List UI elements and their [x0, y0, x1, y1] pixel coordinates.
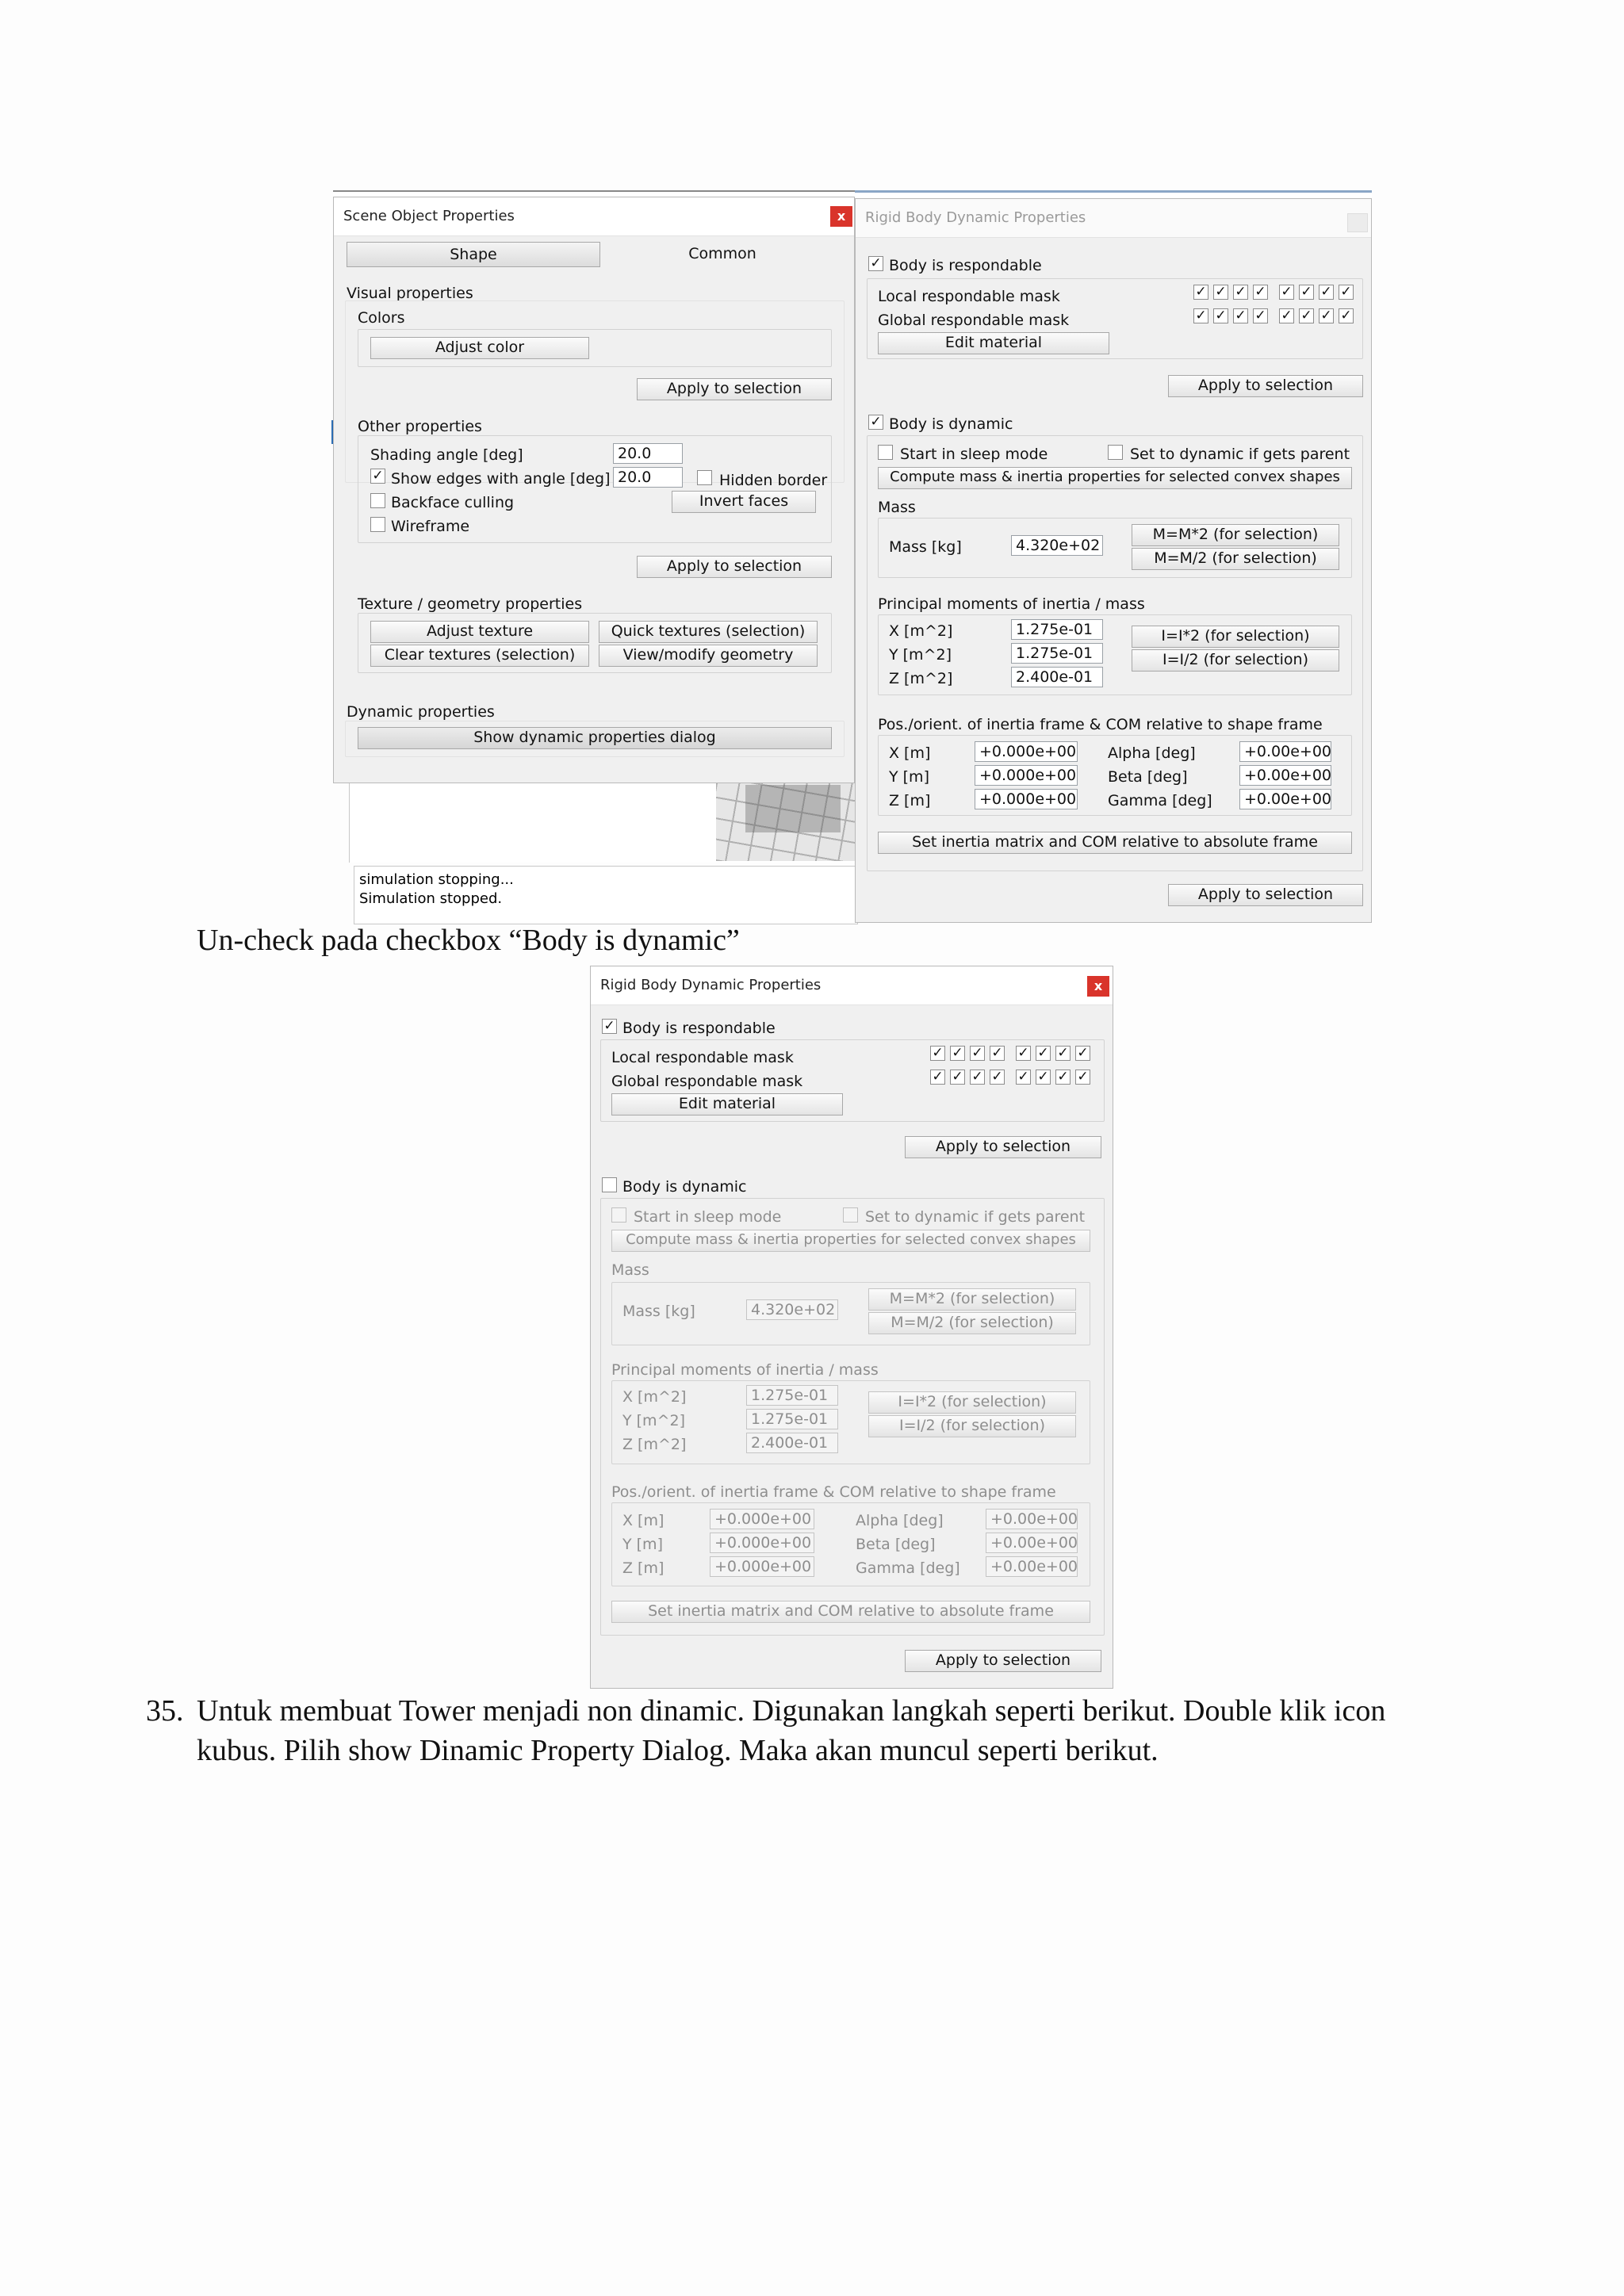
body-respondable-label: Body is respondable [889, 257, 1042, 274]
window-titlebar [334, 197, 854, 236]
pos-z-label: Z [m] [889, 792, 931, 809]
backface-culling-checkbox[interactable] [370, 493, 385, 508]
body-dynamic-checkbox[interactable] [868, 415, 883, 430]
mask-bit-checkbox[interactable] [1279, 285, 1294, 300]
show-edges-label: Show edges with angle [deg] [391, 470, 611, 488]
checkmark-icon: ✓ [952, 1069, 963, 1085]
gamma-label: Gamma [deg] [856, 1559, 960, 1577]
inertia-z-input: 2.400e-01 [746, 1433, 838, 1453]
checkmark-icon: ✓ [1340, 308, 1352, 323]
pos-x-input[interactable]: +0.000e+00 [975, 741, 1078, 762]
texture-geometry-heading: Texture / geometry properties [358, 595, 583, 613]
checkmark-icon: ✓ [952, 1045, 963, 1061]
pos-x-label: X [m] [889, 744, 931, 762]
floor-grid-shadow [745, 785, 841, 832]
mass-label: Mass [kg] [622, 1303, 695, 1320]
show-edges-angle-input[interactable]: 20.0 [613, 467, 683, 488]
local-mask-label: Local respondable mask [878, 288, 1060, 305]
inertia-y-label: Y [m^2] [889, 646, 952, 664]
body-dynamic-label: Body is dynamic [622, 1178, 747, 1196]
set-inertia-button[interactable]: Set inertia matrix and COM relative to absolute frame [878, 832, 1352, 854]
mask-bit-checkbox[interactable] [1075, 1046, 1090, 1061]
mask-bit-checkbox[interactable] [1279, 308, 1294, 323]
clear-textures-button[interactable]: Clear textures (selection) [370, 645, 589, 667]
pos-z-input[interactable]: +0.000e+00 [975, 789, 1078, 809]
inertia-double-button: I=I*2 (for selection) [868, 1391, 1076, 1414]
inertia-z-label: Z [m^2] [889, 670, 953, 687]
checkmark-icon: ✓ [1235, 284, 1247, 300]
mass-double-button: M=M*2 (for selection) [868, 1288, 1076, 1311]
local-mask-label: Local respondable mask [611, 1049, 794, 1066]
compute-mass-button: Compute mass & inertia properties for selected convex shapes [611, 1230, 1090, 1252]
mask-bit-checkbox[interactable] [990, 1046, 1005, 1061]
shading-angle-label: Shading angle [deg] [370, 446, 523, 464]
gamma-input[interactable]: +0.00e+00 [1239, 789, 1331, 809]
wireframe-checkbox[interactable] [370, 517, 385, 532]
checkmark-icon: ✓ [1195, 284, 1207, 300]
alpha-input[interactable]: +0.00e+00 [1239, 741, 1331, 762]
other-properties-heading: Other properties [358, 418, 482, 435]
inertia-x-input[interactable]: 1.275e-01 [1011, 619, 1103, 640]
body-dynamic-checkbox[interactable] [602, 1177, 617, 1192]
mask-bit-checkbox[interactable] [970, 1070, 985, 1085]
beta-input[interactable]: +0.00e+00 [1239, 765, 1331, 786]
pos-orient-heading: Pos./orient. of inertia frame & COM relative to shape frame [878, 716, 1323, 733]
set-dynamic-parent-label: Set to dynamic if gets parent [865, 1208, 1086, 1226]
mask-bit-checkbox[interactable] [930, 1046, 945, 1061]
pos-x-input: +0.000e+00 [710, 1509, 814, 1529]
mass-heading: Mass [878, 499, 916, 516]
wireframe-label: Wireframe [391, 518, 470, 535]
global-mask-label: Global respondable mask [611, 1073, 803, 1090]
inertia-y-input[interactable]: 1.275e-01 [1011, 643, 1103, 664]
checkmark-icon: ✓ [932, 1069, 944, 1085]
mask-bit-checkbox[interactable] [950, 1046, 965, 1061]
alpha-input: +0.00e+00 [986, 1509, 1078, 1529]
mask-bit-checkbox[interactable] [1016, 1070, 1031, 1085]
mask-bit-checkbox[interactable] [930, 1070, 945, 1085]
mask-bit-checkbox[interactable] [1055, 1046, 1071, 1061]
mask-bit-checkbox[interactable] [950, 1070, 965, 1085]
apply-to-selection-button[interactable]: Apply to selection [905, 1650, 1101, 1672]
checkmark-icon: ✓ [1254, 308, 1266, 323]
pos-z-label: Z [m] [622, 1559, 665, 1577]
checkmark-icon: ✓ [932, 1045, 944, 1061]
shading-angle-input[interactable]: 20.0 [613, 443, 683, 464]
mask-bit-checkbox[interactable] [1339, 308, 1354, 323]
checkmark-icon: ✓ [870, 255, 882, 271]
checkmark-icon: ✓ [1017, 1069, 1029, 1085]
window-title: Rigid Body Dynamic Properties [865, 209, 1086, 226]
window-titlebar [591, 966, 1113, 1005]
beta-label: Beta [deg] [1108, 768, 1188, 786]
close-icon[interactable] [1347, 213, 1368, 232]
mass-half-button[interactable]: M=M/2 (for selection) [1132, 548, 1339, 570]
checkmark-icon: ✓ [1320, 284, 1332, 300]
body-dynamic-label: Body is dynamic [889, 415, 1013, 433]
edit-material-button[interactable]: Edit material [878, 332, 1109, 354]
alpha-label: Alpha [deg] [1108, 744, 1196, 762]
checkmark-icon: ✓ [1281, 308, 1293, 323]
checkmark-icon: ✓ [971, 1069, 983, 1085]
checkmark-icon: ✓ [1057, 1045, 1069, 1061]
set-inertia-button: Set inertia matrix and COM relative to absolute frame [611, 1601, 1090, 1623]
mask-bit-checkbox[interactable] [1193, 308, 1208, 323]
close-icon[interactable]: x [830, 206, 852, 227]
inertia-x-label: X [m^2] [889, 622, 953, 640]
step-text-line-1: Untuk membuat Tower menjadi non dinamic. Digunakan langkah seperti berikut. Double klik icon [197, 1694, 1386, 1728]
body-respondable-label: Body is respondable [622, 1020, 776, 1037]
step-text-line-2: kubus. Pilih show Dinamic Property Dialog. Maka akan muncul seperti berikut. [197, 1734, 1159, 1767]
close-icon[interactable]: x [1087, 976, 1109, 997]
mask-bit-checkbox[interactable] [1036, 1046, 1051, 1061]
checkmark-icon: ✓ [1057, 1069, 1069, 1085]
inertia-z-label: Z [m^2] [622, 1436, 687, 1453]
inertia-y-label: Y [m^2] [622, 1412, 685, 1429]
console-panel [354, 866, 858, 924]
mask-bit-checkbox[interactable] [1075, 1070, 1090, 1085]
window-title: Scene Object Properties [343, 208, 515, 224]
mass-heading: Mass [611, 1261, 649, 1279]
show-edges-checkbox[interactable] [370, 469, 385, 484]
gamma-input: +0.00e+00 [986, 1556, 1078, 1577]
tab-shape[interactable]: Shape [347, 242, 600, 267]
global-mask-label: Global respondable mask [878, 312, 1070, 329]
mass-input: 4.320e+02 [746, 1299, 838, 1320]
mask-bit-checkbox[interactable] [1016, 1046, 1031, 1061]
caption-uncheck: Un-check pada checkbox “Body is dynamic” [197, 924, 740, 957]
apply-to-selection-button[interactable]: Apply to selection [1168, 375, 1363, 397]
mask-bit-checkbox[interactable] [1319, 285, 1334, 300]
apply-to-selection-button[interactable]: Apply to selection [1168, 884, 1363, 906]
checkmark-icon: ✓ [1300, 308, 1312, 323]
backface-culling-label: Backface culling [391, 494, 515, 511]
window-title: Rigid Body Dynamic Properties [600, 977, 822, 993]
checkmark-icon: ✓ [1320, 308, 1332, 323]
adjust-texture-button[interactable]: Adjust texture [370, 621, 589, 643]
checkmark-icon: ✓ [971, 1045, 983, 1061]
dynamic-properties-heading: Dynamic properties [347, 703, 495, 721]
checkmark-icon: ✓ [1281, 284, 1293, 300]
checkmark-icon: ✓ [870, 414, 882, 430]
checkmark-icon: ✓ [1215, 284, 1227, 300]
gamma-label: Gamma [deg] [1108, 792, 1212, 809]
inertia-z-input[interactable]: 2.400e-01 [1011, 667, 1103, 687]
inertia-x-label: X [m^2] [622, 1388, 687, 1406]
pos-y-label: Y [m] [889, 768, 929, 786]
adjust-color-button[interactable]: Adjust color [370, 337, 589, 359]
checkmark-icon: ✓ [1077, 1045, 1089, 1061]
checkmark-icon: ✓ [1254, 284, 1266, 300]
start-sleep-label: Start in sleep mode [634, 1208, 782, 1226]
mask-bit-checkbox[interactable] [1299, 285, 1314, 300]
mask-bit-checkbox[interactable] [1193, 285, 1208, 300]
mask-bit-checkbox[interactable] [1339, 285, 1354, 300]
checkmark-icon: ✓ [1215, 308, 1227, 323]
console-line: simulation stopping... [359, 871, 514, 888]
mask-bit-checkbox[interactable] [1233, 308, 1248, 323]
pos-z-input: +0.000e+00 [710, 1556, 814, 1577]
apply-to-selection-button[interactable]: Apply to selection [637, 556, 832, 578]
inertia-x-input: 1.275e-01 [746, 1385, 838, 1406]
edit-material-button[interactable]: Edit material [611, 1093, 843, 1115]
checkmark-icon: ✓ [1037, 1069, 1049, 1085]
inertia-heading: Principal moments of inertia / mass [878, 595, 1145, 613]
checkmark-icon: ✓ [603, 1018, 615, 1034]
mask-bit-checkbox[interactable] [1319, 308, 1334, 323]
view-modify-geometry-button[interactable]: View/modify geometry [599, 645, 818, 667]
pos-y-input[interactable]: +0.000e+00 [975, 765, 1078, 786]
checkmark-icon: ✓ [991, 1069, 1003, 1085]
scene-object-properties-window [333, 197, 855, 783]
quick-textures-button[interactable]: Quick textures (selection) [599, 621, 818, 643]
mask-bit-checkbox[interactable] [1299, 308, 1314, 323]
start-sleep-label: Start in sleep mode [900, 446, 1048, 463]
checkmark-icon: ✓ [1195, 308, 1207, 323]
apply-to-selection-button[interactable]: Apply to selection [637, 378, 832, 400]
beta-input: +0.00e+00 [986, 1533, 1078, 1553]
colors-heading: Colors [358, 309, 405, 327]
inertia-half-button[interactable]: I=I/2 (for selection) [1132, 649, 1339, 672]
mask-bit-checkbox[interactable] [1055, 1070, 1071, 1085]
mask-bit-checkbox[interactable] [1233, 285, 1248, 300]
compute-mass-button[interactable]: Compute mass & inertia properties for selected convex shapes [878, 467, 1352, 489]
visual-properties-heading: Visual properties [347, 285, 473, 302]
pos-orient-heading: Pos./orient. of inertia frame & COM relative to shape frame [611, 1483, 1056, 1501]
set-dynamic-parent-label: Set to dynamic if gets parent [1130, 446, 1350, 463]
checkmark-icon: ✓ [1235, 308, 1247, 323]
inertia-heading: Principal moments of inertia / mass [611, 1361, 879, 1379]
start-sleep-checkbox[interactable] [878, 445, 893, 460]
inertia-half-button: I=I/2 (for selection) [868, 1415, 1076, 1437]
checkmark-icon: ✓ [1300, 284, 1312, 300]
body-respondable-checkbox[interactable] [602, 1019, 617, 1034]
window-titlebar [856, 199, 1371, 238]
pos-y-input: +0.000e+00 [710, 1533, 814, 1553]
apply-to-selection-button[interactable]: Apply to selection [905, 1136, 1101, 1158]
pos-x-label: X [m] [622, 1512, 665, 1529]
set-dynamic-parent-checkbox[interactable] [1108, 445, 1123, 460]
mask-bit-checkbox[interactable] [1213, 308, 1228, 323]
show-dynamic-properties-button[interactable]: Show dynamic properties dialog [358, 727, 832, 749]
checkmark-icon: ✓ [991, 1045, 1003, 1061]
body-respondable-checkbox[interactable] [868, 256, 883, 271]
step-number: 35. [146, 1694, 184, 1728]
alpha-label: Alpha [deg] [856, 1512, 944, 1529]
mass-label: Mass [kg] [889, 538, 962, 556]
inertia-y-input: 1.275e-01 [746, 1409, 838, 1429]
mask-bit-checkbox[interactable] [1253, 285, 1268, 300]
pos-y-label: Y [m] [622, 1536, 663, 1553]
checkmark-icon: ✓ [1340, 284, 1352, 300]
checkmark-icon: ✓ [1037, 1045, 1049, 1061]
checkmark-icon: ✓ [372, 468, 384, 484]
mask-bit-checkbox[interactable] [1036, 1070, 1051, 1085]
tab-common[interactable]: Common [688, 245, 756, 262]
mass-input[interactable]: 4.320e+02 [1011, 535, 1103, 556]
inertia-double-button[interactable]: I=I*2 (for selection) [1132, 626, 1339, 648]
console-line: Simulation stopped. [359, 890, 503, 907]
beta-label: Beta [deg] [856, 1536, 936, 1553]
start-sleep-checkbox [611, 1207, 626, 1223]
checkmark-icon: ✓ [1077, 1069, 1089, 1085]
rigid-body-window-1 [855, 198, 1372, 923]
mass-double-button[interactable]: M=M*2 (for selection) [1132, 524, 1339, 546]
mask-bit-checkbox[interactable] [990, 1070, 1005, 1085]
mask-bit-checkbox[interactable] [1213, 285, 1228, 300]
hidden-border-label: Hidden border [719, 472, 828, 489]
invert-faces-button[interactable]: Invert faces [672, 491, 816, 513]
hidden-border-checkbox[interactable] [697, 470, 712, 485]
mass-half-button: M=M/2 (for selection) [868, 1312, 1076, 1334]
set-dynamic-parent-checkbox [843, 1207, 858, 1223]
mask-bit-checkbox[interactable] [1253, 308, 1268, 323]
mask-bit-checkbox[interactable] [970, 1046, 985, 1061]
checkmark-icon: ✓ [1017, 1045, 1029, 1061]
rigid-body-window-2 [590, 966, 1113, 1689]
